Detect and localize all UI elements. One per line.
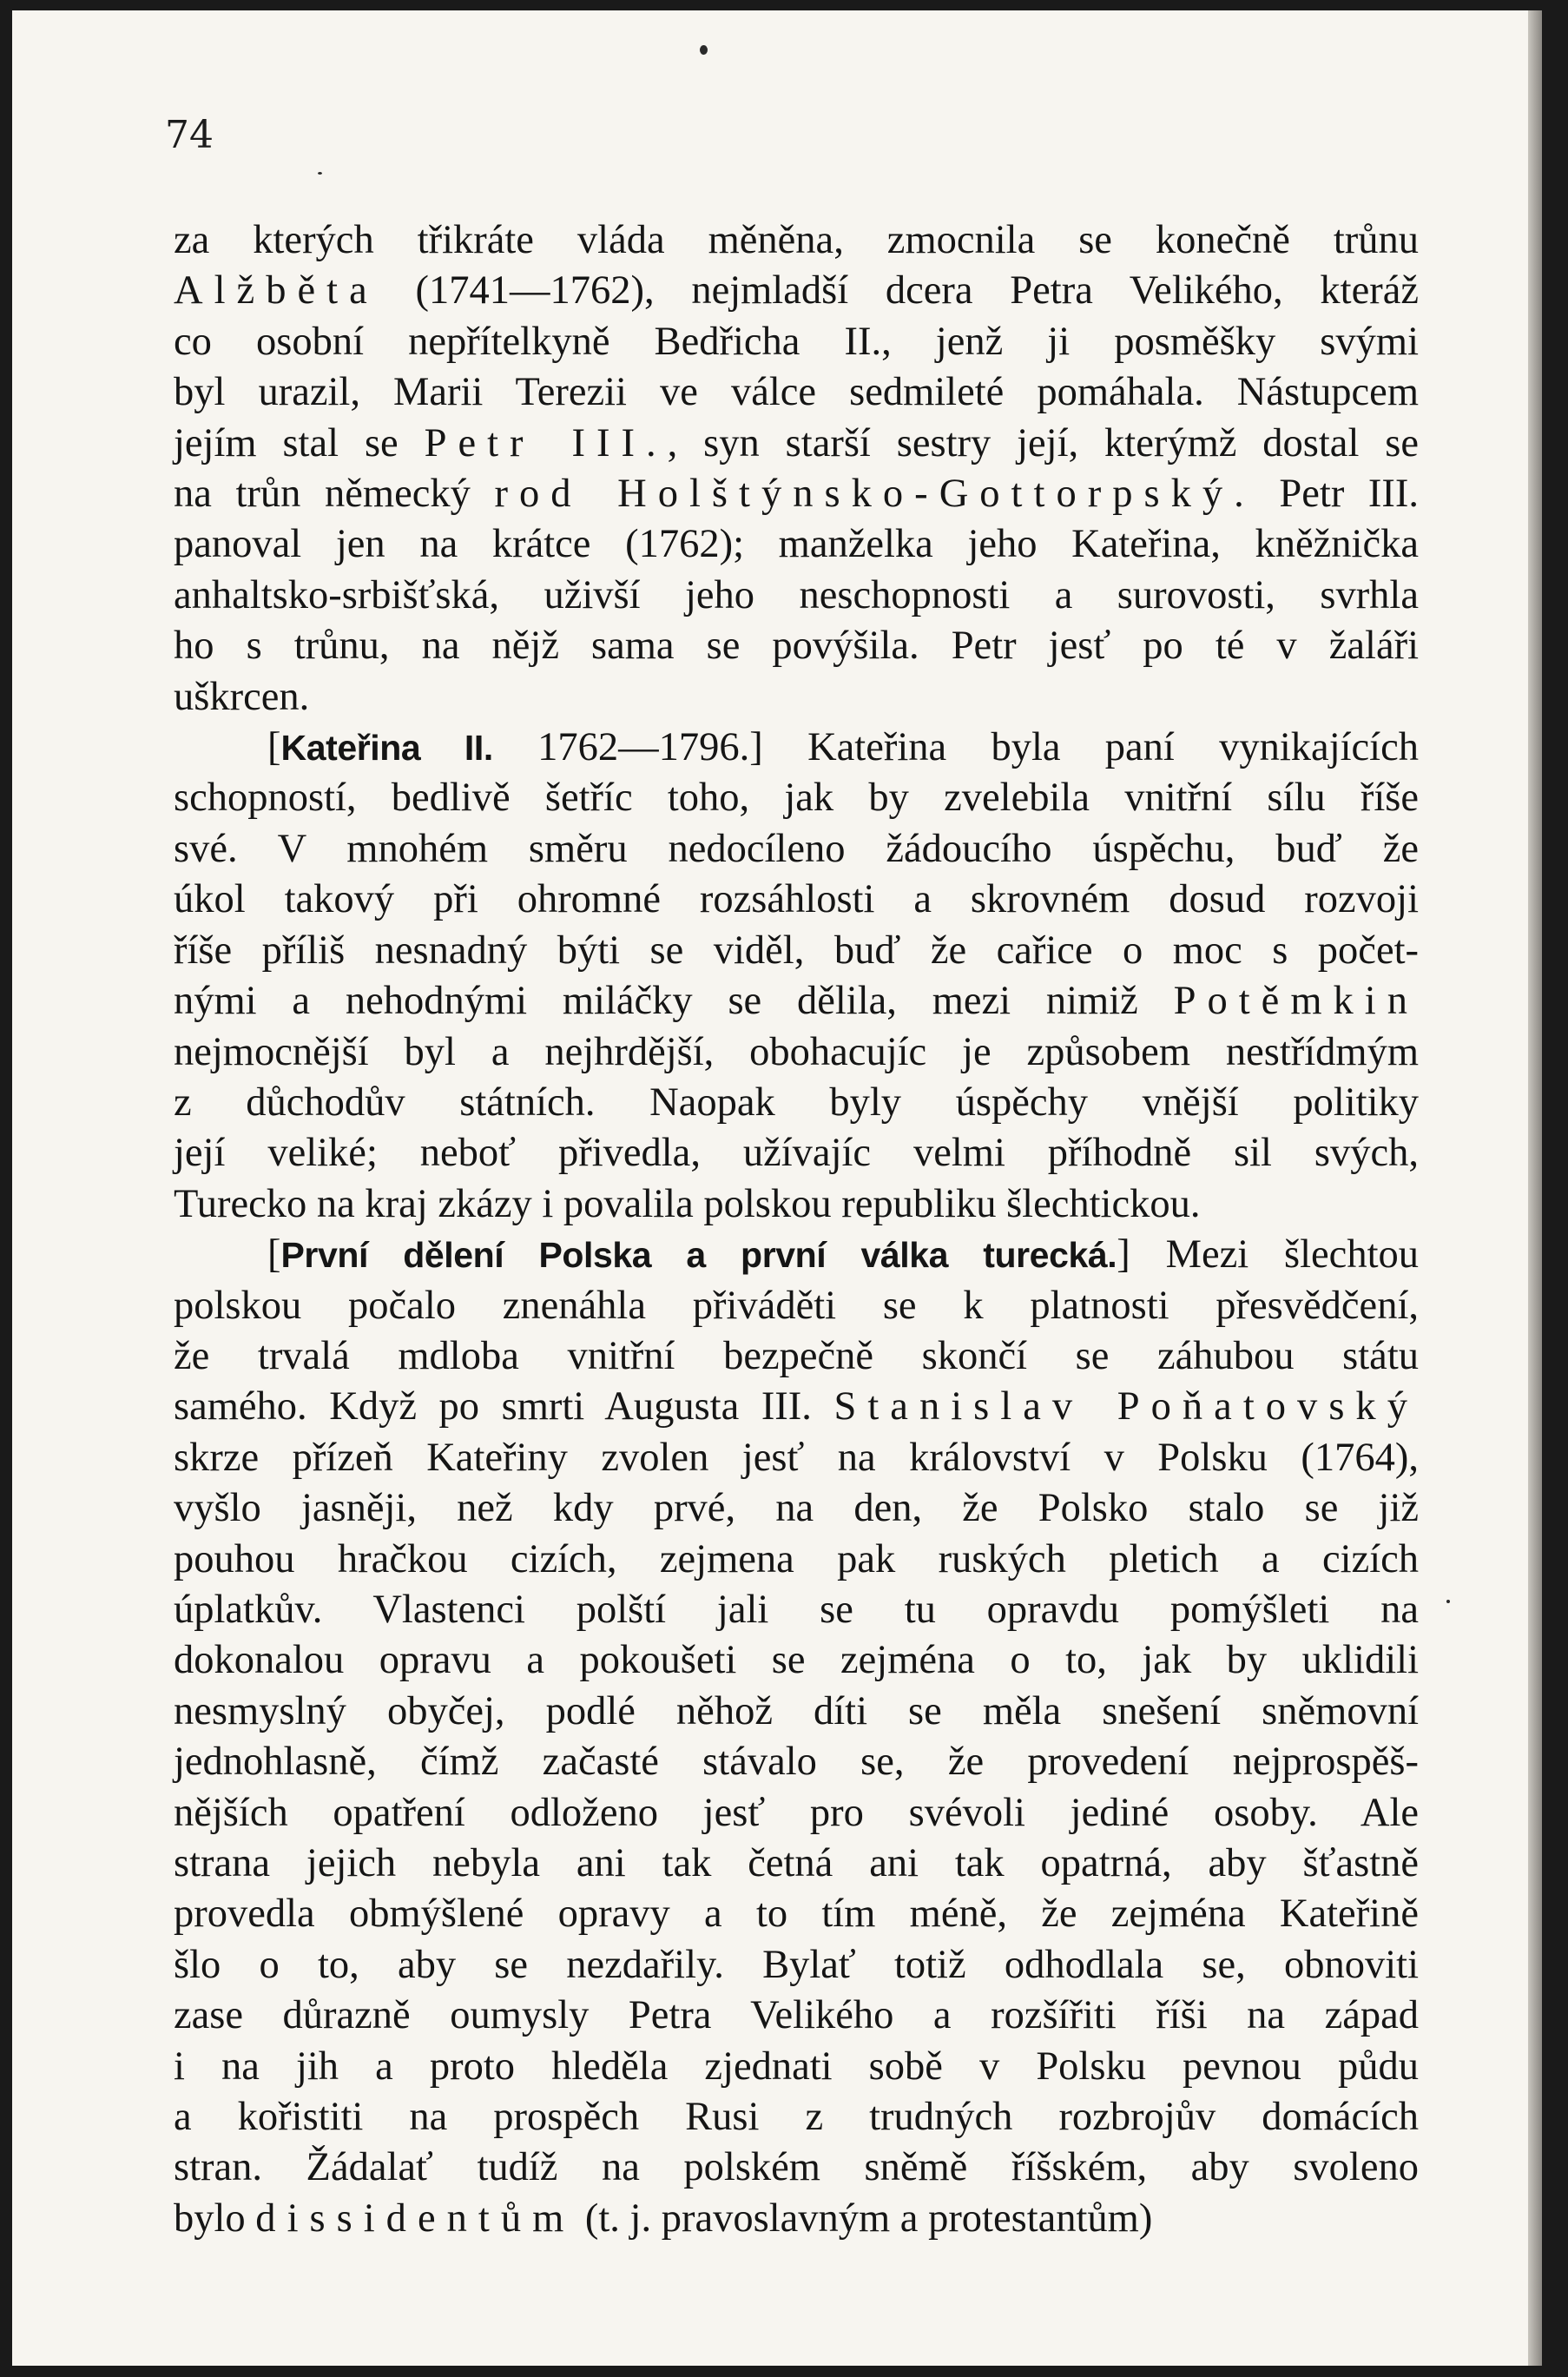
text-run: že trvalá mdloba vnitřní bezpečně skončí se záhubou státu — [174, 1333, 1419, 1378]
text-run: nějších opatření odloženo jesť pro svévoli jediné osoby. Ale — [174, 1790, 1419, 1835]
text-line — [174, 1281, 1419, 1331]
spaced-name: rod Holštýnsko-Gottorpský. — [494, 472, 1255, 517]
text-line — [174, 266, 1419, 316]
text-line — [174, 1585, 1419, 1635]
spaced-name: Petr III. — [424, 420, 668, 465]
text-line — [174, 976, 1419, 1027]
text-run: bylo — [174, 2195, 256, 2241]
text-run: 1762—1796.] Kateřina byla paní vynikajících — [492, 725, 1419, 770]
text-run: dokonalou opravu a pokoušeti se zejména o to, jak by uklidili — [174, 1638, 1419, 1683]
text-line — [174, 519, 1419, 570]
text-line — [174, 2092, 1419, 2143]
text-line — [174, 1433, 1419, 1483]
text-run: schopností, bedlivě šetříc toho, jak by zvelebila vnitřní sílu říše — [174, 776, 1419, 821]
text-run: [ — [267, 725, 281, 770]
text-line — [174, 419, 1419, 469]
text-run: jednohlasně, čímž začasté stávalo se, že provedení nejprospěš- — [174, 1740, 1419, 1785]
text-line — [174, 317, 1419, 367]
text-run: uškrcen. — [174, 674, 310, 719]
text-line — [174, 571, 1419, 621]
text-line — [174, 1635, 1419, 1686]
text-line — [174, 1788, 1419, 1839]
text-run: její veliké; neboť přivedla, užívajíc velmi příhodně sil svých, — [174, 1131, 1419, 1176]
text-run: své. V mnohém směru nedocíleno žádoucího úspěchu, buď že — [174, 826, 1419, 871]
text-line — [174, 1179, 1419, 1230]
text-line — [174, 2194, 1419, 2244]
spaced-name: Stanislav Poňatovský — [833, 1384, 1419, 1430]
text-line — [174, 672, 1419, 723]
text-run: polskou počalo znenáhla přiváděti se k platnosti přesvědčení, — [174, 1283, 1419, 1328]
text-run: nesmyslný obyčej, podlé něhož díti se měla snešení sněmovní — [174, 1688, 1419, 1733]
text-line — [174, 723, 1419, 773]
text-run: jejím stal se — [174, 420, 425, 465]
section-heading: První dělení Polska a první válka turecká. — [280, 1235, 1117, 1276]
text-line — [174, 1382, 1419, 1432]
text-line — [174, 621, 1419, 671]
paragraph — [174, 215, 1419, 723]
text-line — [174, 1940, 1419, 1991]
text-run: panoval jen na krátce (1762); manželka jeho Kateřina, kněžnička — [174, 522, 1419, 567]
text-line — [174, 1128, 1419, 1179]
text-run: Petr III. — [1255, 472, 1419, 517]
text-run: , syn starší sestry její, kterýmž dostal se — [667, 420, 1420, 465]
text-line — [174, 1078, 1419, 1128]
ink-speck — [1446, 1600, 1450, 1603]
text-run: nými a nehodnými miláčky se dělila, mezi nimiž — [174, 979, 1174, 1024]
text-line — [174, 1839, 1419, 1889]
text-line — [174, 367, 1419, 418]
page-spine-shadow — [1528, 10, 1542, 2366]
paragraph — [174, 723, 1419, 1230]
text-run: a kořistiti na prospěch Rusi z trudných rozbrojův domácích — [174, 2095, 1419, 2140]
text-line — [174, 926, 1419, 976]
text-run: pouhou hračkou cizích, zejmena pak ruských pletich a cizích — [174, 1536, 1419, 1581]
text-line — [174, 1483, 1419, 1534]
text-run: ] Mezi šlechtou — [1117, 1232, 1419, 1278]
spaced-name: dissidentům — [255, 2195, 576, 2241]
text-run: (1741—1762), nejmladší dcera Petra Velikého, kteráž — [378, 268, 1419, 314]
text-run: ho s trůnu, na nějž sama se povýšila. Petr jesť po té v žaláři — [174, 624, 1419, 669]
text-run: co osobní nepřítelkyně Bedřicha II., jenž ji posměšky svými — [174, 319, 1419, 364]
text-line — [174, 1230, 1419, 1280]
text-line — [174, 1331, 1419, 1382]
text-line — [174, 469, 1419, 519]
text-run: samého. Když po smrti Augusta III. — [174, 1384, 834, 1430]
section-heading: Kateřina II. — [280, 728, 493, 769]
text-line — [174, 1027, 1419, 1078]
text-line — [174, 1991, 1419, 2041]
text-line — [174, 2042, 1419, 2092]
ink-speck — [318, 172, 322, 175]
text-run: [ — [267, 1232, 281, 1278]
spaced-name: Alžběta — [174, 268, 379, 314]
text-run: vyšlo jasněji, než kdy prvé, na den, že Polsko stalo se již — [174, 1486, 1419, 1531]
text-run: na trůn německý — [174, 472, 495, 517]
text-run: (t. j. pravoslavným a protestantům) — [575, 2195, 1153, 2241]
text-line — [174, 875, 1419, 925]
text-run: Turecko na kraj zkázy i povalila polskou republiku šlechtickou. — [174, 1181, 1201, 1226]
text-run: úkol takový při ohromné rozsáhlosti a skrovném dosud rozvoji — [174, 877, 1419, 922]
text-run: nejmocnější byl a nejhrdější, obohacujíc je způsobem nestřídmým — [174, 1029, 1419, 1074]
text-run: šlo o to, aby se nezdařily. Bylať totiž odhodlala se, obnoviti — [174, 1942, 1419, 1987]
text-run: úplatkův. Vlastenci polští jali se tu opravdu pomýšleti na — [174, 1587, 1419, 1632]
text-run: byl urazil, Marii Terezii ve válce sedmileté pomáhala. Nástupcem — [174, 370, 1419, 415]
body-text — [174, 215, 1419, 2244]
text-run: provedla obmýšlené opravy a to tím méně, že zejména Kateřině — [174, 1892, 1419, 1937]
book-page — [12, 10, 1542, 2366]
text-run: i na jih a proto hleděla zjednati sobě v Polsku pevnou půdu — [174, 2044, 1419, 2089]
text-run: z důchodův státních. Naopak byly úspěchy vnější politiky — [174, 1080, 1419, 1125]
spaced-name: Potěmkin — [1173, 979, 1419, 1024]
text-run: anhaltsko-srbišťská, uživší jeho neschopnosti a surovosti, svrhla — [174, 572, 1419, 617]
text-line — [174, 773, 1419, 823]
text-line — [174, 2143, 1419, 2193]
paragraph — [174, 1230, 1419, 2244]
text-run: stran. Žádalať tudíž na polském sněmě říšském, aby svoleno — [174, 2145, 1419, 2190]
text-run: zase důrazně oumysly Petra Velikého a rozšířiti říši na západ — [174, 1993, 1419, 2038]
page-number: 74 — [165, 113, 214, 157]
text-line — [174, 1687, 1419, 1737]
text-run: skrze přízeň Kateřiny zvolen jesť na království v Polsku (1764), — [174, 1435, 1419, 1480]
text-line — [174, 1889, 1419, 1939]
text-run: za kterých třikráte vláda měněna, zmocnila se konečně trůnu — [174, 218, 1419, 262]
text-run: říše příliš nesnadný býti se viděl, buď že cařice o moc s počet- — [174, 928, 1419, 973]
text-line — [174, 824, 1419, 875]
text-line — [174, 1737, 1419, 1787]
text-line — [174, 215, 1419, 266]
ink-speck — [700, 45, 708, 55]
text-line — [174, 1535, 1419, 1585]
text-run: strana jejich nebyla ani tak četná ani tak opatrná, aby šťastně — [174, 1841, 1419, 1885]
